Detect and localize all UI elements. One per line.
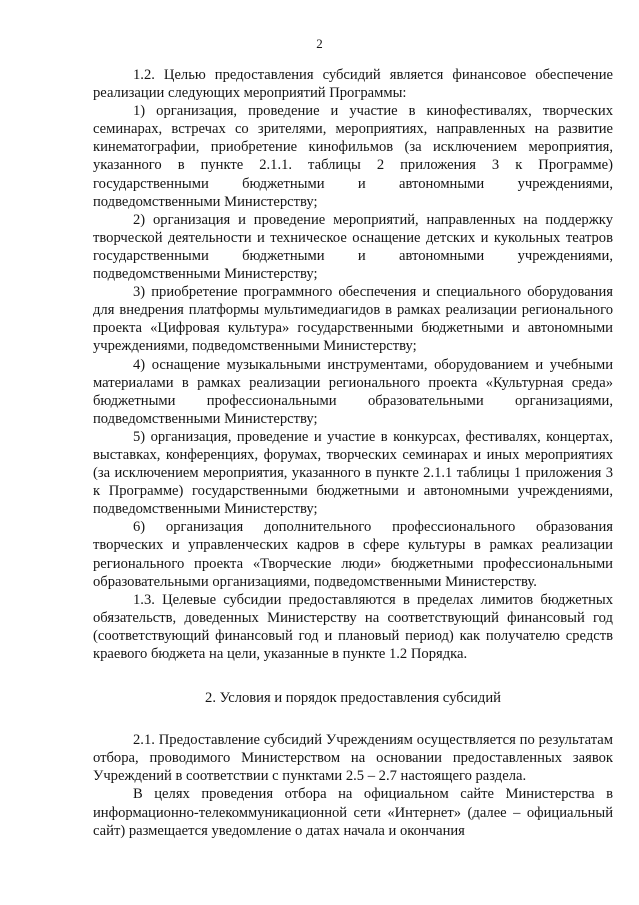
paragraph-2-1: 2.1. Предоставление субсидий Учреждениям осуществляется по результатам отбора, проводимого Министерством на основании предоставленных заявок Учреждений в соответствии с пунктами 2.5 – 2.7 настоящего раздела. [93,732,613,785]
paragraph-1-3: 1.3. Целевые субсидии предоставляются в пределах лимитов бюджетных обязательств, доведенных Министерству на соответствующий финансовый год (соответствующий финансовый год и плановый период) как получателю средств краевого бюджета на цели, указанные в пункте 1.2 Порядка. [93,591,613,662]
page-number: 2 [316,36,323,51]
document-body [93,66,613,840]
paragraph-1-2: 1.2. Целью предоставления субсидий является финансовое обеспечение реализации следующих мероприятий Программы: [93,67,613,102]
list-item-2: 2) организация и проведение мероприятий, направленных на поддержку творческой деятельности и техническое оснащение детских и кукольных театров государственными бюджетными и автономными учреждениями, подведомственными Министерству; [93,211,613,283]
paragraph-selection-notice: В целях проведения отбора на официальном сайте Министерства в информационно-телекоммуникационной сети «Интернет» (далее – официальный сайт) размещается уведомление о датах начала и окончания [93,786,613,839]
section-heading: 2. Условия и порядок предоставления субсидий [205,690,501,707]
list-item-4: 4) оснащение музыкальными инструментами, оборудованием и учебными материалами в рамках реализации регионального проекта «Культурная среда» бюджетными профессиональными образовательными организациями, подведомственными Министерству; [93,356,613,427]
list-item-1: 1) организация, проведение и участие в кинофестивалях, творческих семинарах, встречах со зрителями, мероприятиях, направленных на развитие кинематографии, приобретение кинофильмов (за исключением мероприятия, указанного в пункте 2.1.1. таблицы 2 приложения 3 к Программе) государственными бюджетными и автономными учреждениями, подведомственными Министерству; [93,103,613,210]
list-item-5: 5) организация, проведение и участие в конкурсах, фестивалях, концертах, выставках, конференциях, форумах, творческих семинарах и иных мероприятиях (за исключением мероприятия, указанного в пункте 2.1.1 таблицы 1 приложения 3 к Программе) государственными бюджетными и автономными учреждениями, подведомственными Министерству; [93,428,613,518]
list-item-3: 3) приобретение программного обеспечения и специального оборудования для внедрения платформы мультимедиагидов в рамках реализации регионального проекта «Цифровая культура» государственными бюджетными и автономными учреждениями, подведомственными Министерству; [93,284,613,355]
list-item-6: 6) организация дополнительного профессионального образования творческих и управленческих кадров в сфере культуры в рамках реализации регионального проекта «Творческие люди» бюджетными профессиональными образовательными организациями, подведомственными Министерству. [93,519,613,590]
